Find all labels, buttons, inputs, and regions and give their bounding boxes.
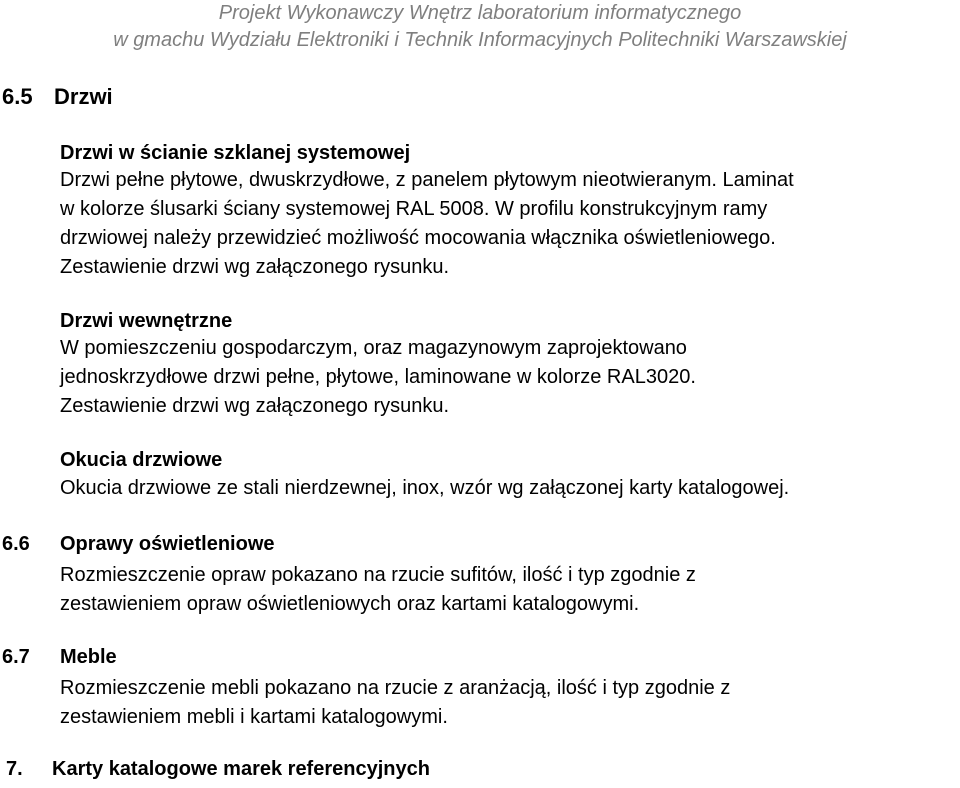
text-line: Zestawienie drzwi wg załączonego rysunku. xyxy=(60,256,450,278)
text-line: zestawieniem opraw oświetleniowych oraz kartami katalogowymi. xyxy=(60,593,640,615)
section-heading-7 xyxy=(6,758,430,781)
subheading-glass-wall-doors: Drzwi w ścianie szklanej systemowej xyxy=(60,142,411,164)
paragraph-furniture xyxy=(60,674,730,732)
text-line: w kolorze ślusarki ściany systemowej RAL 5008. W profilu konstrukcyjnym ramy xyxy=(60,198,768,220)
paragraph-interior-doors xyxy=(60,334,696,421)
section-title: Oprawy oświetleniowe xyxy=(60,533,275,555)
text-line: jednoskrzydłowe drzwi pełne, płytowe, laminowane w kolorze RAL3020. xyxy=(60,366,696,388)
paragraph-lighting xyxy=(60,561,696,619)
paragraph-glass-wall-doors xyxy=(60,166,794,282)
subheading-door-fittings: Okucia drzwiowe xyxy=(60,449,223,471)
paragraph-door-fittings xyxy=(60,474,789,503)
header-line-2: w gmachu Wydziału Elektroniki i Technik Informacyjnych Politechniki Warszawskiej xyxy=(113,29,847,51)
text-line: zestawieniem mebli i kartami katalogowymi. xyxy=(60,706,448,728)
page-header xyxy=(0,0,960,54)
text-line: Zestawienie drzwi wg załączonego rysunku. xyxy=(60,395,450,417)
text-line: Drzwi pełne płytowe, dwuskrzydłowe, z panelem płytowym nieotwieranym. Laminat xyxy=(60,169,794,191)
section-title: Karty katalogowe marek referencyjnych xyxy=(52,758,430,780)
section-heading-6-7 xyxy=(2,646,117,669)
section-title: Drzwi xyxy=(54,84,113,109)
section-heading-6-5 xyxy=(2,84,113,110)
text-line: W pomieszczeniu gospodarczym, oraz magazynowym zaprojektowano xyxy=(60,337,687,359)
section-number: 6.6 xyxy=(2,533,30,555)
text-line: Rozmieszczenie mebli pokazano na rzucie z aranżacją, ilość i typ zgodnie z xyxy=(60,677,731,699)
section-number: 6.7 xyxy=(2,646,30,668)
header-line-1: Projekt Wykonawczy Wnętrz laboratorium informatycznego xyxy=(218,2,742,24)
text-line: drzwiowej należy przewidzieć możliwość mocowania włącznika oświetleniowego. xyxy=(60,227,776,249)
text-line: Rozmieszczenie opraw pokazano na rzucie sufitów, ilość i typ zgodnie z xyxy=(60,564,696,586)
text-line: Okucia drzwiowe ze stali nierdzewnej, inox, wzór wg załączonej karty katalogowej. xyxy=(60,477,790,499)
subheading-interior-doors: Drzwi wewnętrzne xyxy=(60,310,233,332)
section-heading-6-6 xyxy=(2,533,275,556)
section-title: Meble xyxy=(60,646,117,668)
section-number: 7. xyxy=(6,758,23,780)
section-number: 6.5 xyxy=(2,84,33,109)
